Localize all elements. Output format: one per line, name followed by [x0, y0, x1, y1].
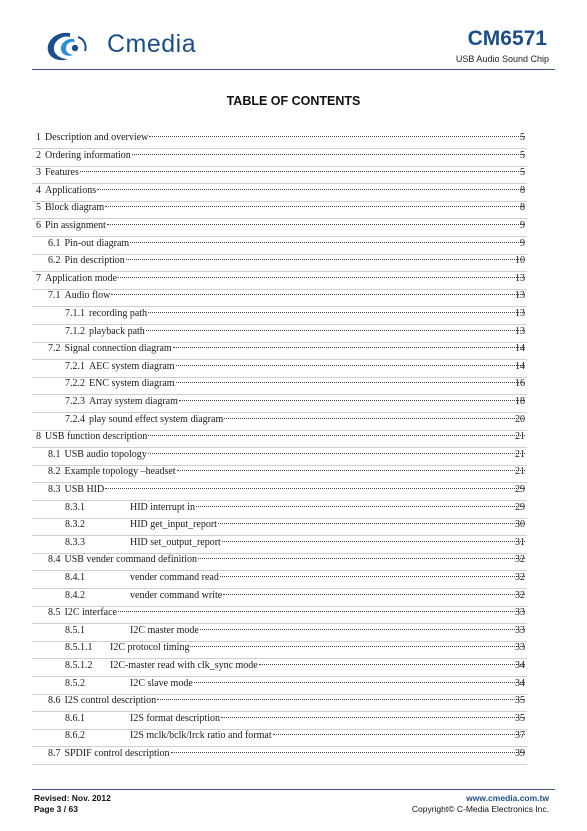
toc-entry-number: 8.5.2	[65, 677, 85, 689]
toc-leader-dots	[190, 646, 525, 647]
page-number: Page 3 / 63	[34, 804, 78, 814]
toc-leader-dots	[148, 435, 525, 436]
toc-entry[interactable]	[0, 325, 587, 339]
toc-entry-number: 6.2	[48, 255, 61, 267]
toc-entry[interactable]	[0, 184, 587, 198]
toc-leader-dots	[196, 506, 525, 507]
toc-entry-page: 39	[515, 748, 525, 759]
toc-entry-number: 7.2.1	[65, 360, 85, 372]
footer-right	[412, 793, 549, 815]
toc-leader-dots	[148, 453, 525, 454]
toc-entry-page: 21	[515, 466, 525, 478]
toc-entry-number: 8.3.3	[65, 536, 85, 548]
toc-entry-label: I2C slave mode	[130, 677, 193, 689]
header-divider	[32, 69, 555, 70]
toc-entry-page: 8	[520, 202, 525, 214]
toc-entry-number: 7.2	[48, 343, 61, 355]
toc-leader-dots	[194, 682, 525, 683]
toc-entry-label: Description and overview	[45, 132, 149, 143]
toc-entry[interactable]	[0, 747, 587, 761]
toc-entry-label: USB HID	[64, 484, 105, 495]
toc-entry-number: 8.4.1	[65, 572, 85, 583]
toc-entry-page: 21	[515, 431, 525, 443]
toc-entry-page: 29	[515, 501, 525, 513]
toc-leader-dots	[130, 242, 525, 243]
toc-entry-label: I2C master mode	[130, 624, 199, 636]
toc-entry[interactable]	[0, 483, 587, 497]
toc-entry[interactable]	[0, 131, 587, 145]
toc-entry-label: vender command write	[130, 589, 223, 601]
toc-leader-dots	[149, 136, 525, 137]
toc-leader-dots	[176, 382, 525, 383]
toc-leader-dots	[118, 611, 525, 612]
toc-entry-label: I2C-master read with clk_sync mode	[110, 660, 258, 671]
toc-entry-number: 8.1	[48, 448, 61, 460]
toc-entry-label: Audio flow	[64, 290, 111, 302]
toc-entry-number: 7.2.2	[65, 378, 85, 390]
toc-entry-number: 8.6.2	[65, 730, 85, 742]
toc-leader-dots	[176, 365, 525, 366]
toc-entry-page: 13	[515, 272, 525, 284]
toc-entry-page: 13	[515, 308, 525, 319]
toc-entry-page: 34	[515, 660, 525, 671]
toc-entry-number: 3	[36, 167, 41, 179]
toc-entry-number: 8.5.1.1	[65, 642, 93, 654]
toc-entry-label: USB audio topology	[64, 448, 147, 460]
toc-leader-dots	[105, 488, 525, 489]
toc-entry-page: 9	[520, 220, 525, 231]
toc-entry[interactable]	[0, 219, 587, 233]
toc-entry-label: Pin-out diagram	[64, 237, 130, 249]
toc-entry-label: HID interrupt in	[130, 501, 195, 513]
toc-leader-dots	[223, 594, 525, 595]
toc-entry-label: I2S control description	[64, 695, 157, 707]
toc-entry[interactable]	[0, 272, 587, 286]
toc-entry-number: 8.7	[48, 748, 61, 759]
toc-leader-dots	[198, 558, 525, 559]
toc-entry-page: 35	[515, 695, 525, 707]
toc-entry-number: 8.4.2	[65, 589, 85, 601]
toc-entry-label: I2S format description	[130, 712, 220, 724]
toc-entry-page: 37	[515, 730, 525, 742]
toc-leader-dots	[177, 470, 525, 471]
toc-entry-label: AEC system diagram	[89, 360, 175, 372]
toc-entry[interactable]	[0, 501, 587, 515]
toc-entry-label: playback path	[89, 325, 145, 337]
toc-entry[interactable]	[0, 307, 587, 321]
footer-divider	[32, 789, 555, 790]
toc-entry-label: USB function description	[45, 431, 148, 443]
toc-entry-number: 5	[36, 202, 41, 214]
toc-entry-label: vender command read	[130, 572, 219, 583]
toc-entry[interactable]	[0, 677, 587, 691]
toc-entry-number: 2	[36, 149, 41, 161]
toc-entry-number: 7	[36, 272, 41, 284]
toc-entry-number: 8	[36, 431, 41, 443]
toc-entry[interactable]	[0, 201, 587, 215]
toc-leader-dots	[222, 541, 525, 542]
toc-entry-page: 33	[515, 607, 525, 619]
toc-entry-number: 8.6.1	[65, 712, 85, 724]
toc-entry-page: 16	[515, 378, 525, 390]
toc-leader-dots	[273, 734, 525, 735]
toc-entry[interactable]	[0, 553, 587, 567]
toc-entry[interactable]	[0, 377, 587, 391]
toc-entry[interactable]	[0, 659, 587, 673]
cmedia-logo	[44, 29, 204, 63]
toc-entry-page: 30	[515, 519, 525, 531]
toc-entry-page: 32	[515, 572, 525, 583]
toc-entry-page: 21	[515, 448, 525, 460]
toc-entry[interactable]	[0, 518, 587, 532]
toc-entry[interactable]	[0, 448, 587, 462]
copyright-notice: Copyright© C-Media Electronics Inc.	[411, 804, 549, 814]
toc-entry-label: Applications	[45, 184, 97, 196]
toc-entry-page: 32	[515, 589, 525, 601]
toc-entry-number: 7.1.1	[65, 308, 85, 319]
product-subtitle: USB Audio Sound Chip	[455, 54, 549, 64]
toc-leader-dots	[97, 189, 525, 190]
toc-entry-page: 29	[515, 484, 525, 495]
toc-leader-dots	[200, 629, 525, 630]
toc-entry[interactable]	[0, 254, 587, 268]
toc-leader-dots	[146, 330, 525, 331]
toc-entry-number: 4	[36, 184, 41, 196]
toc-entry[interactable]	[0, 712, 587, 726]
toc-entry-number: 8.3.2	[65, 519, 85, 531]
toc-entry-page: 8	[520, 184, 525, 196]
toc-entry-page: 14	[515, 343, 525, 355]
toc-row-divider	[32, 764, 527, 765]
toc-entry-number: 8.5.1	[65, 624, 85, 636]
toc-entry-label: Example topology –headset	[64, 466, 176, 478]
brand-name: Cmedia	[107, 30, 197, 58]
toc-entry-page: 33	[515, 624, 525, 636]
toc-leader-dots	[220, 576, 525, 577]
toc-entry[interactable]	[0, 624, 587, 638]
toc-leader-dots	[173, 347, 525, 348]
toc-leader-dots	[157, 699, 525, 700]
toc-leader-dots	[111, 294, 525, 295]
revision-date: Revised: Nov. 2012	[34, 793, 111, 803]
toc-entry-number: 8.6	[48, 695, 61, 707]
toc-entry-label: USB vender command definition	[64, 554, 197, 566]
toc-leader-dots	[259, 664, 525, 665]
toc-entry-number: 7.1	[48, 290, 61, 302]
toc-entry-label: Block diagram	[45, 202, 105, 214]
toc-entry-page: 32	[515, 554, 525, 566]
toc-entry-number: 6	[36, 220, 41, 231]
page-title: TABLE OF CONTENTS	[226, 94, 361, 108]
toc-entry[interactable]	[0, 430, 587, 444]
toc-entry-label: HID get_input_report	[130, 519, 217, 531]
toc-entry[interactable]	[0, 395, 587, 409]
toc-entry[interactable]	[0, 289, 587, 303]
toc-leader-dots	[118, 277, 525, 278]
toc-entry-number: 8.4	[48, 554, 61, 566]
toc-leader-dots	[107, 224, 525, 225]
toc-entry-page: 34	[515, 677, 525, 689]
toc-entry[interactable]	[0, 641, 587, 655]
toc-entry-label: play sound effect system diagram	[89, 413, 224, 425]
toc-leader-dots	[132, 154, 525, 155]
cmedia-logo-icon	[44, 29, 104, 63]
toc-entry-label: recording path	[89, 308, 148, 319]
toc-entry-label: I2C protocol timing	[110, 642, 190, 654]
toc-entry-number: 8.5.1.2	[65, 660, 93, 671]
toc-entry[interactable]	[0, 237, 587, 251]
toc-entry[interactable]	[0, 360, 587, 374]
toc-entry[interactable]	[0, 413, 587, 427]
model-number: CM6571	[467, 27, 547, 50]
toc-entry-label: Signal connection diagram	[64, 343, 172, 355]
toc-entry-page: 10	[515, 255, 525, 267]
toc-entry-number: 7.2.3	[65, 396, 85, 407]
toc-entry-page: 18	[515, 396, 525, 407]
toc-entry[interactable]	[0, 606, 587, 620]
toc-entry-page: 20	[515, 413, 525, 425]
toc-leader-dots	[148, 312, 525, 313]
toc-leader-dots	[171, 752, 526, 753]
toc-entry-label: Ordering information	[45, 149, 131, 161]
toc-entry[interactable]	[0, 166, 587, 180]
toc-entry-number: 8.2	[48, 466, 61, 478]
toc-entry[interactable]	[0, 536, 587, 550]
toc-entry-page: 14	[515, 360, 525, 372]
toc-entry-number: 8.3	[48, 484, 61, 495]
toc-entry-number: 6.1	[48, 237, 61, 249]
toc-entry-page: 13	[515, 325, 525, 337]
footer-left	[34, 793, 111, 815]
toc-entry-label: I2S mclk/bclk/lrck ratio and format	[130, 730, 272, 742]
toc-entry-page: 5	[520, 149, 525, 161]
toc-entry-label: I2C interface	[64, 607, 117, 619]
toc-entry[interactable]	[0, 694, 587, 708]
toc-entry-label: Pin description	[64, 255, 125, 267]
toc-leader-dots	[105, 206, 525, 207]
toc-entry-label: HID set_output_report	[130, 536, 221, 548]
toc-entry-page: 5	[520, 132, 525, 143]
toc-entry-number: 8.3.1	[65, 501, 85, 513]
toc-leader-dots	[218, 523, 525, 524]
toc-leader-dots	[224, 418, 525, 419]
toc-entry-number: 7.1.2	[65, 325, 85, 337]
toc-entry[interactable]	[0, 589, 587, 603]
toc-entry-page: 9	[520, 237, 525, 249]
toc-entry-number: 7.2.4	[65, 413, 85, 425]
toc-entry-page: 33	[515, 642, 525, 654]
toc-entry[interactable]	[0, 342, 587, 356]
toc-entry-label: Array system diagram	[89, 396, 178, 407]
toc-entry-page: 35	[515, 712, 525, 724]
toc-leader-dots	[221, 717, 525, 718]
toc-entry-number: 8.5	[48, 607, 61, 619]
toc-entry[interactable]	[0, 465, 587, 479]
toc-entry-page: 13	[515, 290, 525, 302]
toc-leader-dots	[179, 400, 525, 401]
toc-entry-label: Application mode	[45, 272, 117, 284]
toc-entry-label: SPDIF control description	[64, 748, 170, 759]
toc-entry-page: 5	[520, 167, 525, 179]
toc-entry-label: Features	[45, 167, 79, 179]
toc-entry-label: Pin assignment	[45, 220, 106, 231]
toc-entry[interactable]	[0, 729, 587, 743]
website-link[interactable]: www.cmedia.com.tw	[466, 793, 549, 803]
toc-entry[interactable]	[0, 571, 587, 585]
toc-entry[interactable]	[0, 149, 587, 163]
toc-leader-dots	[80, 171, 525, 172]
toc-entry-page: 31	[515, 536, 525, 548]
toc-entry-label: ENC system diagram	[89, 378, 175, 390]
toc-leader-dots	[126, 259, 525, 260]
toc-entry-number: 1	[36, 132, 41, 143]
